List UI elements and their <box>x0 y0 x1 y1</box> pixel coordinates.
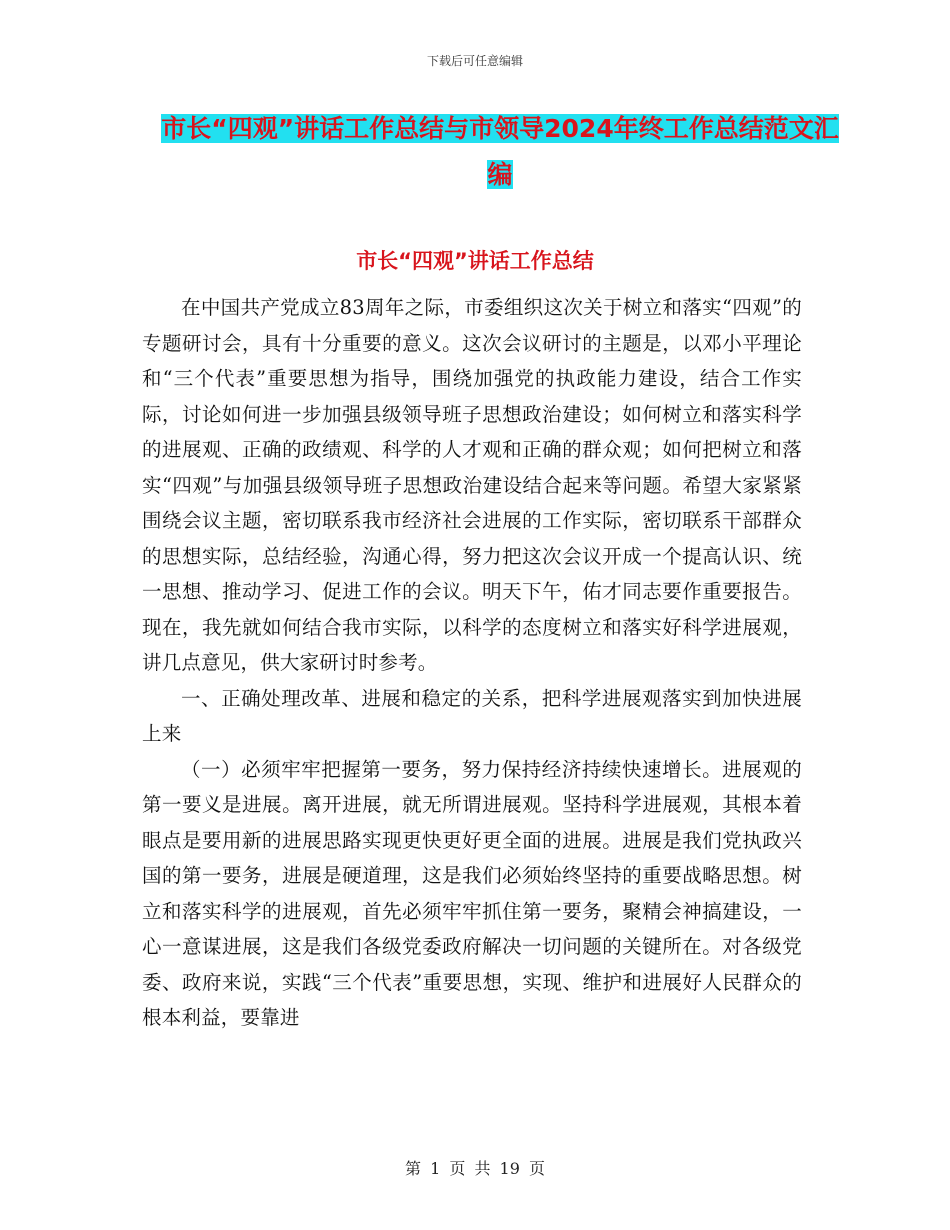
paragraph-heading-one: 一、正确处理改革、进展和稳定的关系，把科学进展观落实到加快进展上来 <box>142 686 802 745</box>
document-title <box>150 106 850 198</box>
page-footer: 第 1 页 共 19 页 <box>405 1159 545 1178</box>
paragraph-intro: 在中国共产党成立83周年之际，市委组织这次关于树立和落实“四观”的专题研讨会，具有十分重要的意义。这次会议研讨的主题是，以邓小平理论和“三个代表”重要思想为指导，围绕加强党的执政能力建设，结合工作实际，讨论如何进一步加强县级领导班子思想政治建设；如何树立和落实科学的进展观、正确的政绩观、科学的人才观和正确的群众观；如何把树立和落实“四观”与加强县级领导班子思想政治建设结合起来等问题。希望大家紧紧围绕会议主题，密切联系我市经济社会进展的工作实际，密切联系干部群众的思想实际，总结经验，沟通心得，努力把这次会议开成一个提高认识、统一思想、推动学习、促进工作的会议。明天下午，佑才同志要作重要报告。现在，我先就如何结合我市实际，以科学的态度树立和落实好科学进展观，讲几点意见，供大家研讨时参考。 <box>142 296 802 674</box>
body-text <box>142 290 802 1036</box>
section-title: 市长“四观”讲话工作总结 <box>356 249 594 273</box>
paragraph-subsection-one: （一）必须牢牢把握第一要务，努力保持经济持续快速增长。进展观的第一要义是进展。离开进展，就无所谓进展观。坚持科学进展观，其根本着眼点是要用新的进展思路实现更快更好更全面的进展。进展是我们党执政兴国的第一要务，进展是硬道理，这是我们必须始终坚持的重要战略思想。树立和落实科学的进展观，首先必须牢牢抓住第一要务，聚精会神搞建设，一心一意谋进展，这是我们各级党委政府解决一切问题的关键所在。对各级党委、政府来说，实践“三个代表”重要思想，实现、维护和进展好人民群众的根本利益，要靠进 <box>142 757 802 1029</box>
document-title-text: 市长“四观”讲话工作总结与市领导2024年终工作总结范文汇编 <box>161 114 839 189</box>
page-header-note: 下载后可任意编辑 <box>426 54 523 68</box>
